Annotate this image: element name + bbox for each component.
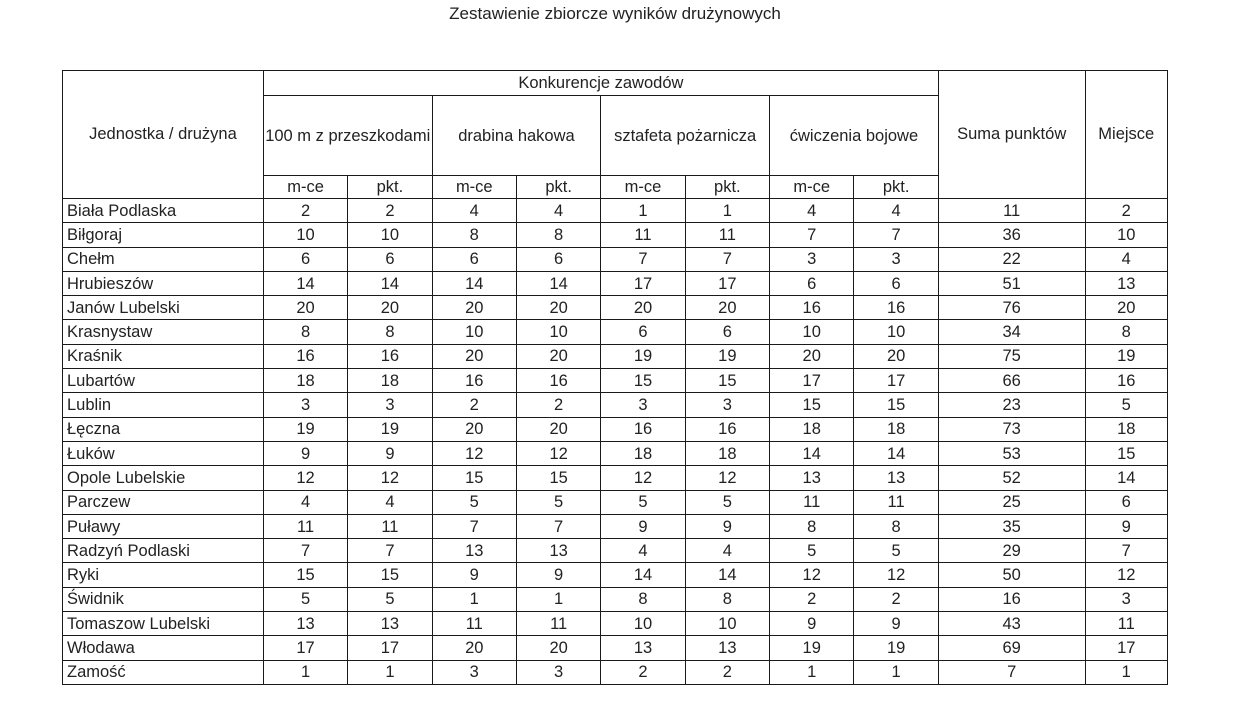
points-cell: 19 bbox=[348, 417, 432, 441]
points-cell: 9 bbox=[516, 563, 600, 587]
place-cell: 3 bbox=[770, 247, 854, 271]
points-cell: 10 bbox=[854, 320, 938, 344]
points-cell: 18 bbox=[854, 417, 938, 441]
total-points-cell: 7 bbox=[938, 660, 1085, 684]
rank-cell: 13 bbox=[1085, 271, 1168, 295]
header-competition-hook-ladder: drabina hakowa bbox=[432, 96, 601, 176]
points-cell: 20 bbox=[516, 344, 600, 368]
table-row bbox=[63, 490, 1168, 514]
place-cell: 19 bbox=[770, 636, 854, 660]
place-cell: 11 bbox=[263, 514, 347, 538]
table-row bbox=[63, 393, 1168, 417]
points-cell: 11 bbox=[685, 223, 769, 247]
place-cell: 10 bbox=[601, 612, 685, 636]
place-cell: 11 bbox=[601, 223, 685, 247]
place-cell: 4 bbox=[432, 199, 516, 223]
place-cell: 18 bbox=[770, 417, 854, 441]
points-cell: 13 bbox=[854, 466, 938, 490]
place-cell: 3 bbox=[432, 660, 516, 684]
place-cell: 18 bbox=[263, 369, 347, 393]
place-cell: 7 bbox=[263, 539, 347, 563]
points-cell: 15 bbox=[854, 393, 938, 417]
table-row bbox=[63, 441, 1168, 465]
points-cell: 10 bbox=[348, 223, 432, 247]
points-cell: 1 bbox=[685, 199, 769, 223]
points-cell: 20 bbox=[854, 344, 938, 368]
points-cell: 17 bbox=[685, 271, 769, 295]
team-name-cell: Chełm bbox=[63, 247, 264, 271]
place-cell: 2 bbox=[601, 660, 685, 684]
points-cell: 20 bbox=[516, 636, 600, 660]
rank-cell: 11 bbox=[1085, 612, 1168, 636]
points-cell: 13 bbox=[685, 636, 769, 660]
team-name-cell: Puławy bbox=[63, 514, 264, 538]
rank-cell: 19 bbox=[1085, 344, 1168, 368]
total-points-cell: 69 bbox=[938, 636, 1085, 660]
place-cell: 6 bbox=[770, 271, 854, 295]
table-row bbox=[63, 636, 1168, 660]
points-cell: 14 bbox=[516, 271, 600, 295]
points-cell: 20 bbox=[516, 296, 600, 320]
place-cell: 19 bbox=[263, 417, 347, 441]
points-cell: 5 bbox=[348, 587, 432, 611]
points-cell: 1 bbox=[348, 660, 432, 684]
points-cell: 7 bbox=[348, 539, 432, 563]
total-points-cell: 66 bbox=[938, 369, 1085, 393]
place-cell: 11 bbox=[432, 612, 516, 636]
place-cell: 4 bbox=[770, 199, 854, 223]
place-cell: 10 bbox=[263, 223, 347, 247]
points-cell: 8 bbox=[348, 320, 432, 344]
table-row bbox=[63, 587, 1168, 611]
place-cell: 3 bbox=[263, 393, 347, 417]
total-points-cell: 29 bbox=[938, 539, 1085, 563]
points-cell: 16 bbox=[348, 344, 432, 368]
rank-cell: 9 bbox=[1085, 514, 1168, 538]
table-row bbox=[63, 223, 1168, 247]
table-header bbox=[63, 71, 1168, 199]
place-cell: 15 bbox=[770, 393, 854, 417]
rank-cell: 20 bbox=[1085, 296, 1168, 320]
team-name-cell: Tomaszow Lubelski bbox=[63, 612, 264, 636]
points-cell: 13 bbox=[348, 612, 432, 636]
place-cell: 15 bbox=[263, 563, 347, 587]
table-row bbox=[63, 563, 1168, 587]
place-cell: 20 bbox=[432, 344, 516, 368]
points-cell: 5 bbox=[516, 490, 600, 514]
place-cell: 16 bbox=[770, 296, 854, 320]
rank-cell: 1 bbox=[1085, 660, 1168, 684]
place-cell: 1 bbox=[770, 660, 854, 684]
points-cell: 7 bbox=[516, 514, 600, 538]
table-row bbox=[63, 417, 1168, 441]
place-cell: 13 bbox=[601, 636, 685, 660]
points-cell: 16 bbox=[854, 296, 938, 320]
subheader-place: m-ce bbox=[263, 176, 347, 199]
place-cell: 20 bbox=[263, 296, 347, 320]
total-points-cell: 73 bbox=[938, 417, 1085, 441]
place-cell: 9 bbox=[601, 514, 685, 538]
header-competition-obstacle-run: 100 m z przeszkodami bbox=[263, 96, 432, 176]
points-cell: 6 bbox=[685, 320, 769, 344]
place-cell: 8 bbox=[263, 320, 347, 344]
team-name-cell: Janów Lubelski bbox=[63, 296, 264, 320]
team-name-cell: Biała Podlaska bbox=[63, 199, 264, 223]
points-cell: 15 bbox=[516, 466, 600, 490]
points-cell: 3 bbox=[854, 247, 938, 271]
place-cell: 2 bbox=[263, 199, 347, 223]
place-cell: 5 bbox=[770, 539, 854, 563]
points-cell: 11 bbox=[348, 514, 432, 538]
table-row bbox=[63, 539, 1168, 563]
place-cell: 18 bbox=[601, 441, 685, 465]
points-cell: 6 bbox=[854, 271, 938, 295]
team-name-cell: Radzyń Podlaski bbox=[63, 539, 264, 563]
team-name-cell: Krasnystaw bbox=[63, 320, 264, 344]
rank-cell: 10 bbox=[1085, 223, 1168, 247]
table-row bbox=[63, 296, 1168, 320]
total-points-cell: 34 bbox=[938, 320, 1085, 344]
total-points-cell: 75 bbox=[938, 344, 1085, 368]
place-cell: 20 bbox=[432, 417, 516, 441]
points-cell: 10 bbox=[516, 320, 600, 344]
place-cell: 8 bbox=[432, 223, 516, 247]
points-cell: 18 bbox=[348, 369, 432, 393]
table-row bbox=[63, 612, 1168, 636]
place-cell: 9 bbox=[432, 563, 516, 587]
place-cell: 9 bbox=[770, 612, 854, 636]
place-cell: 7 bbox=[601, 247, 685, 271]
total-points-cell: 11 bbox=[938, 199, 1085, 223]
total-points-cell: 51 bbox=[938, 271, 1085, 295]
place-cell: 9 bbox=[263, 441, 347, 465]
points-cell: 4 bbox=[685, 539, 769, 563]
points-cell: 4 bbox=[854, 199, 938, 223]
place-cell: 2 bbox=[432, 393, 516, 417]
place-cell: 15 bbox=[601, 369, 685, 393]
place-cell: 5 bbox=[432, 490, 516, 514]
header-total: Suma punktów bbox=[938, 71, 1085, 199]
place-cell: 12 bbox=[601, 466, 685, 490]
place-cell: 14 bbox=[432, 271, 516, 295]
table-row bbox=[63, 466, 1168, 490]
place-cell: 6 bbox=[263, 247, 347, 271]
points-cell: 11 bbox=[516, 612, 600, 636]
place-cell: 10 bbox=[432, 320, 516, 344]
team-name-cell: Parczew bbox=[63, 490, 264, 514]
rank-cell: 8 bbox=[1085, 320, 1168, 344]
total-points-cell: 50 bbox=[938, 563, 1085, 587]
place-cell: 20 bbox=[601, 296, 685, 320]
total-points-cell: 76 bbox=[938, 296, 1085, 320]
points-cell: 1 bbox=[854, 660, 938, 684]
points-cell: 15 bbox=[685, 369, 769, 393]
place-cell: 5 bbox=[601, 490, 685, 514]
points-cell: 2 bbox=[516, 393, 600, 417]
subheader-points: pkt. bbox=[854, 176, 938, 199]
rank-cell: 2 bbox=[1085, 199, 1168, 223]
points-cell: 17 bbox=[854, 369, 938, 393]
place-cell: 15 bbox=[432, 466, 516, 490]
subheader-points: pkt. bbox=[685, 176, 769, 199]
subheader-points: pkt. bbox=[348, 176, 432, 199]
place-cell: 17 bbox=[263, 636, 347, 660]
table-row bbox=[63, 514, 1168, 538]
place-cell: 20 bbox=[432, 636, 516, 660]
subheader-points: pkt. bbox=[516, 176, 600, 199]
table-row bbox=[63, 247, 1168, 271]
points-cell: 20 bbox=[516, 417, 600, 441]
rank-cell: 17 bbox=[1085, 636, 1168, 660]
team-name-cell: Zamość bbox=[63, 660, 264, 684]
table-row bbox=[63, 660, 1168, 684]
place-cell: 7 bbox=[432, 514, 516, 538]
total-points-cell: 23 bbox=[938, 393, 1085, 417]
rank-cell: 4 bbox=[1085, 247, 1168, 271]
total-points-cell: 53 bbox=[938, 441, 1085, 465]
team-name-cell: Ryki bbox=[63, 563, 264, 587]
total-points-cell: 22 bbox=[938, 247, 1085, 271]
header-competitions-group: Konkurencje zawodów bbox=[263, 71, 938, 96]
points-cell: 14 bbox=[348, 271, 432, 295]
points-cell: 12 bbox=[348, 466, 432, 490]
total-points-cell: 52 bbox=[938, 466, 1085, 490]
rank-cell: 18 bbox=[1085, 417, 1168, 441]
place-cell: 19 bbox=[601, 344, 685, 368]
points-cell: 9 bbox=[348, 441, 432, 465]
results-table bbox=[62, 70, 1168, 685]
points-cell: 19 bbox=[854, 636, 938, 660]
points-cell: 8 bbox=[685, 587, 769, 611]
points-cell: 6 bbox=[516, 247, 600, 271]
team-name-cell: Lubartów bbox=[63, 369, 264, 393]
place-cell: 8 bbox=[770, 514, 854, 538]
subheader-place: m-ce bbox=[770, 176, 854, 199]
place-cell: 20 bbox=[432, 296, 516, 320]
points-cell: 20 bbox=[348, 296, 432, 320]
points-cell: 16 bbox=[685, 417, 769, 441]
header-competition-combat-drill: ćwiczenia bojowe bbox=[770, 96, 939, 176]
points-cell: 19 bbox=[685, 344, 769, 368]
place-cell: 6 bbox=[432, 247, 516, 271]
place-cell: 14 bbox=[770, 441, 854, 465]
subheader-place: m-ce bbox=[601, 176, 685, 199]
place-cell: 1 bbox=[263, 660, 347, 684]
rank-cell: 16 bbox=[1085, 369, 1168, 393]
points-cell: 18 bbox=[685, 441, 769, 465]
place-cell: 6 bbox=[601, 320, 685, 344]
points-cell: 1 bbox=[516, 587, 600, 611]
points-cell: 9 bbox=[685, 514, 769, 538]
place-cell: 20 bbox=[770, 344, 854, 368]
place-cell: 17 bbox=[770, 369, 854, 393]
points-cell: 3 bbox=[516, 660, 600, 684]
rank-cell: 5 bbox=[1085, 393, 1168, 417]
points-cell: 16 bbox=[516, 369, 600, 393]
place-cell: 12 bbox=[263, 466, 347, 490]
points-cell: 17 bbox=[348, 636, 432, 660]
points-cell: 2 bbox=[348, 199, 432, 223]
place-cell: 11 bbox=[770, 490, 854, 514]
points-cell: 5 bbox=[854, 539, 938, 563]
place-cell: 1 bbox=[432, 587, 516, 611]
place-cell: 14 bbox=[263, 271, 347, 295]
place-cell: 5 bbox=[263, 587, 347, 611]
points-cell: 3 bbox=[685, 393, 769, 417]
points-cell: 8 bbox=[854, 514, 938, 538]
total-points-cell: 16 bbox=[938, 587, 1085, 611]
team-name-cell: Opole Lubelskie bbox=[63, 466, 264, 490]
table-row bbox=[63, 320, 1168, 344]
table-row bbox=[63, 344, 1168, 368]
points-cell: 8 bbox=[516, 223, 600, 247]
place-cell: 16 bbox=[601, 417, 685, 441]
table-row bbox=[63, 271, 1168, 295]
points-cell: 9 bbox=[854, 612, 938, 636]
table-body bbox=[63, 199, 1168, 685]
points-cell: 3 bbox=[348, 393, 432, 417]
total-points-cell: 35 bbox=[938, 514, 1085, 538]
place-cell: 12 bbox=[770, 563, 854, 587]
place-cell: 7 bbox=[770, 223, 854, 247]
place-cell: 13 bbox=[432, 539, 516, 563]
table-row bbox=[63, 369, 1168, 393]
header-team: Jednostka / drużyna bbox=[63, 71, 264, 199]
points-cell: 12 bbox=[685, 466, 769, 490]
place-cell: 13 bbox=[263, 612, 347, 636]
points-cell: 12 bbox=[516, 441, 600, 465]
rank-cell: 12 bbox=[1085, 563, 1168, 587]
place-cell: 13 bbox=[770, 466, 854, 490]
place-cell: 8 bbox=[601, 587, 685, 611]
points-cell: 6 bbox=[348, 247, 432, 271]
points-cell: 11 bbox=[854, 490, 938, 514]
rank-cell: 6 bbox=[1085, 490, 1168, 514]
rank-cell: 14 bbox=[1085, 466, 1168, 490]
team-name-cell: Kraśnik bbox=[63, 344, 264, 368]
points-cell: 14 bbox=[685, 563, 769, 587]
points-cell: 14 bbox=[854, 441, 938, 465]
team-name-cell: Biłgoraj bbox=[63, 223, 264, 247]
points-cell: 12 bbox=[854, 563, 938, 587]
place-cell: 17 bbox=[601, 271, 685, 295]
place-cell: 2 bbox=[770, 587, 854, 611]
points-cell: 7 bbox=[854, 223, 938, 247]
team-name-cell: Lublin bbox=[63, 393, 264, 417]
points-cell: 2 bbox=[854, 587, 938, 611]
place-cell: 16 bbox=[263, 344, 347, 368]
header-competition-relay: sztafeta pożarnicza bbox=[601, 96, 770, 176]
points-cell: 15 bbox=[348, 563, 432, 587]
place-cell: 10 bbox=[770, 320, 854, 344]
points-cell: 4 bbox=[516, 199, 600, 223]
team-name-cell: Łęczna bbox=[63, 417, 264, 441]
team-name-cell: Hrubieszów bbox=[63, 271, 264, 295]
points-cell: 20 bbox=[685, 296, 769, 320]
place-cell: 3 bbox=[601, 393, 685, 417]
total-points-cell: 36 bbox=[938, 223, 1085, 247]
subheader-place: m-ce bbox=[432, 176, 516, 199]
document-title: Zestawienie zbiorcze wyników drużynowych bbox=[449, 4, 781, 23]
place-cell: 16 bbox=[432, 369, 516, 393]
team-name-cell: Łuków bbox=[63, 441, 264, 465]
total-points-cell: 43 bbox=[938, 612, 1085, 636]
rank-cell: 3 bbox=[1085, 587, 1168, 611]
total-points-cell: 25 bbox=[938, 490, 1085, 514]
points-cell: 7 bbox=[685, 247, 769, 271]
place-cell: 4 bbox=[601, 539, 685, 563]
team-name-cell: Świdnik bbox=[63, 587, 264, 611]
table-row bbox=[63, 199, 1168, 223]
header-rank: Miejsce bbox=[1085, 71, 1168, 199]
team-name-cell: Włodawa bbox=[63, 636, 264, 660]
place-cell: 4 bbox=[263, 490, 347, 514]
place-cell: 12 bbox=[432, 441, 516, 465]
points-cell: 2 bbox=[685, 660, 769, 684]
place-cell: 14 bbox=[601, 563, 685, 587]
rank-cell: 7 bbox=[1085, 539, 1168, 563]
rank-cell: 15 bbox=[1085, 441, 1168, 465]
points-cell: 13 bbox=[516, 539, 600, 563]
place-cell: 1 bbox=[601, 199, 685, 223]
points-cell: 4 bbox=[348, 490, 432, 514]
points-cell: 5 bbox=[685, 490, 769, 514]
points-cell: 10 bbox=[685, 612, 769, 636]
